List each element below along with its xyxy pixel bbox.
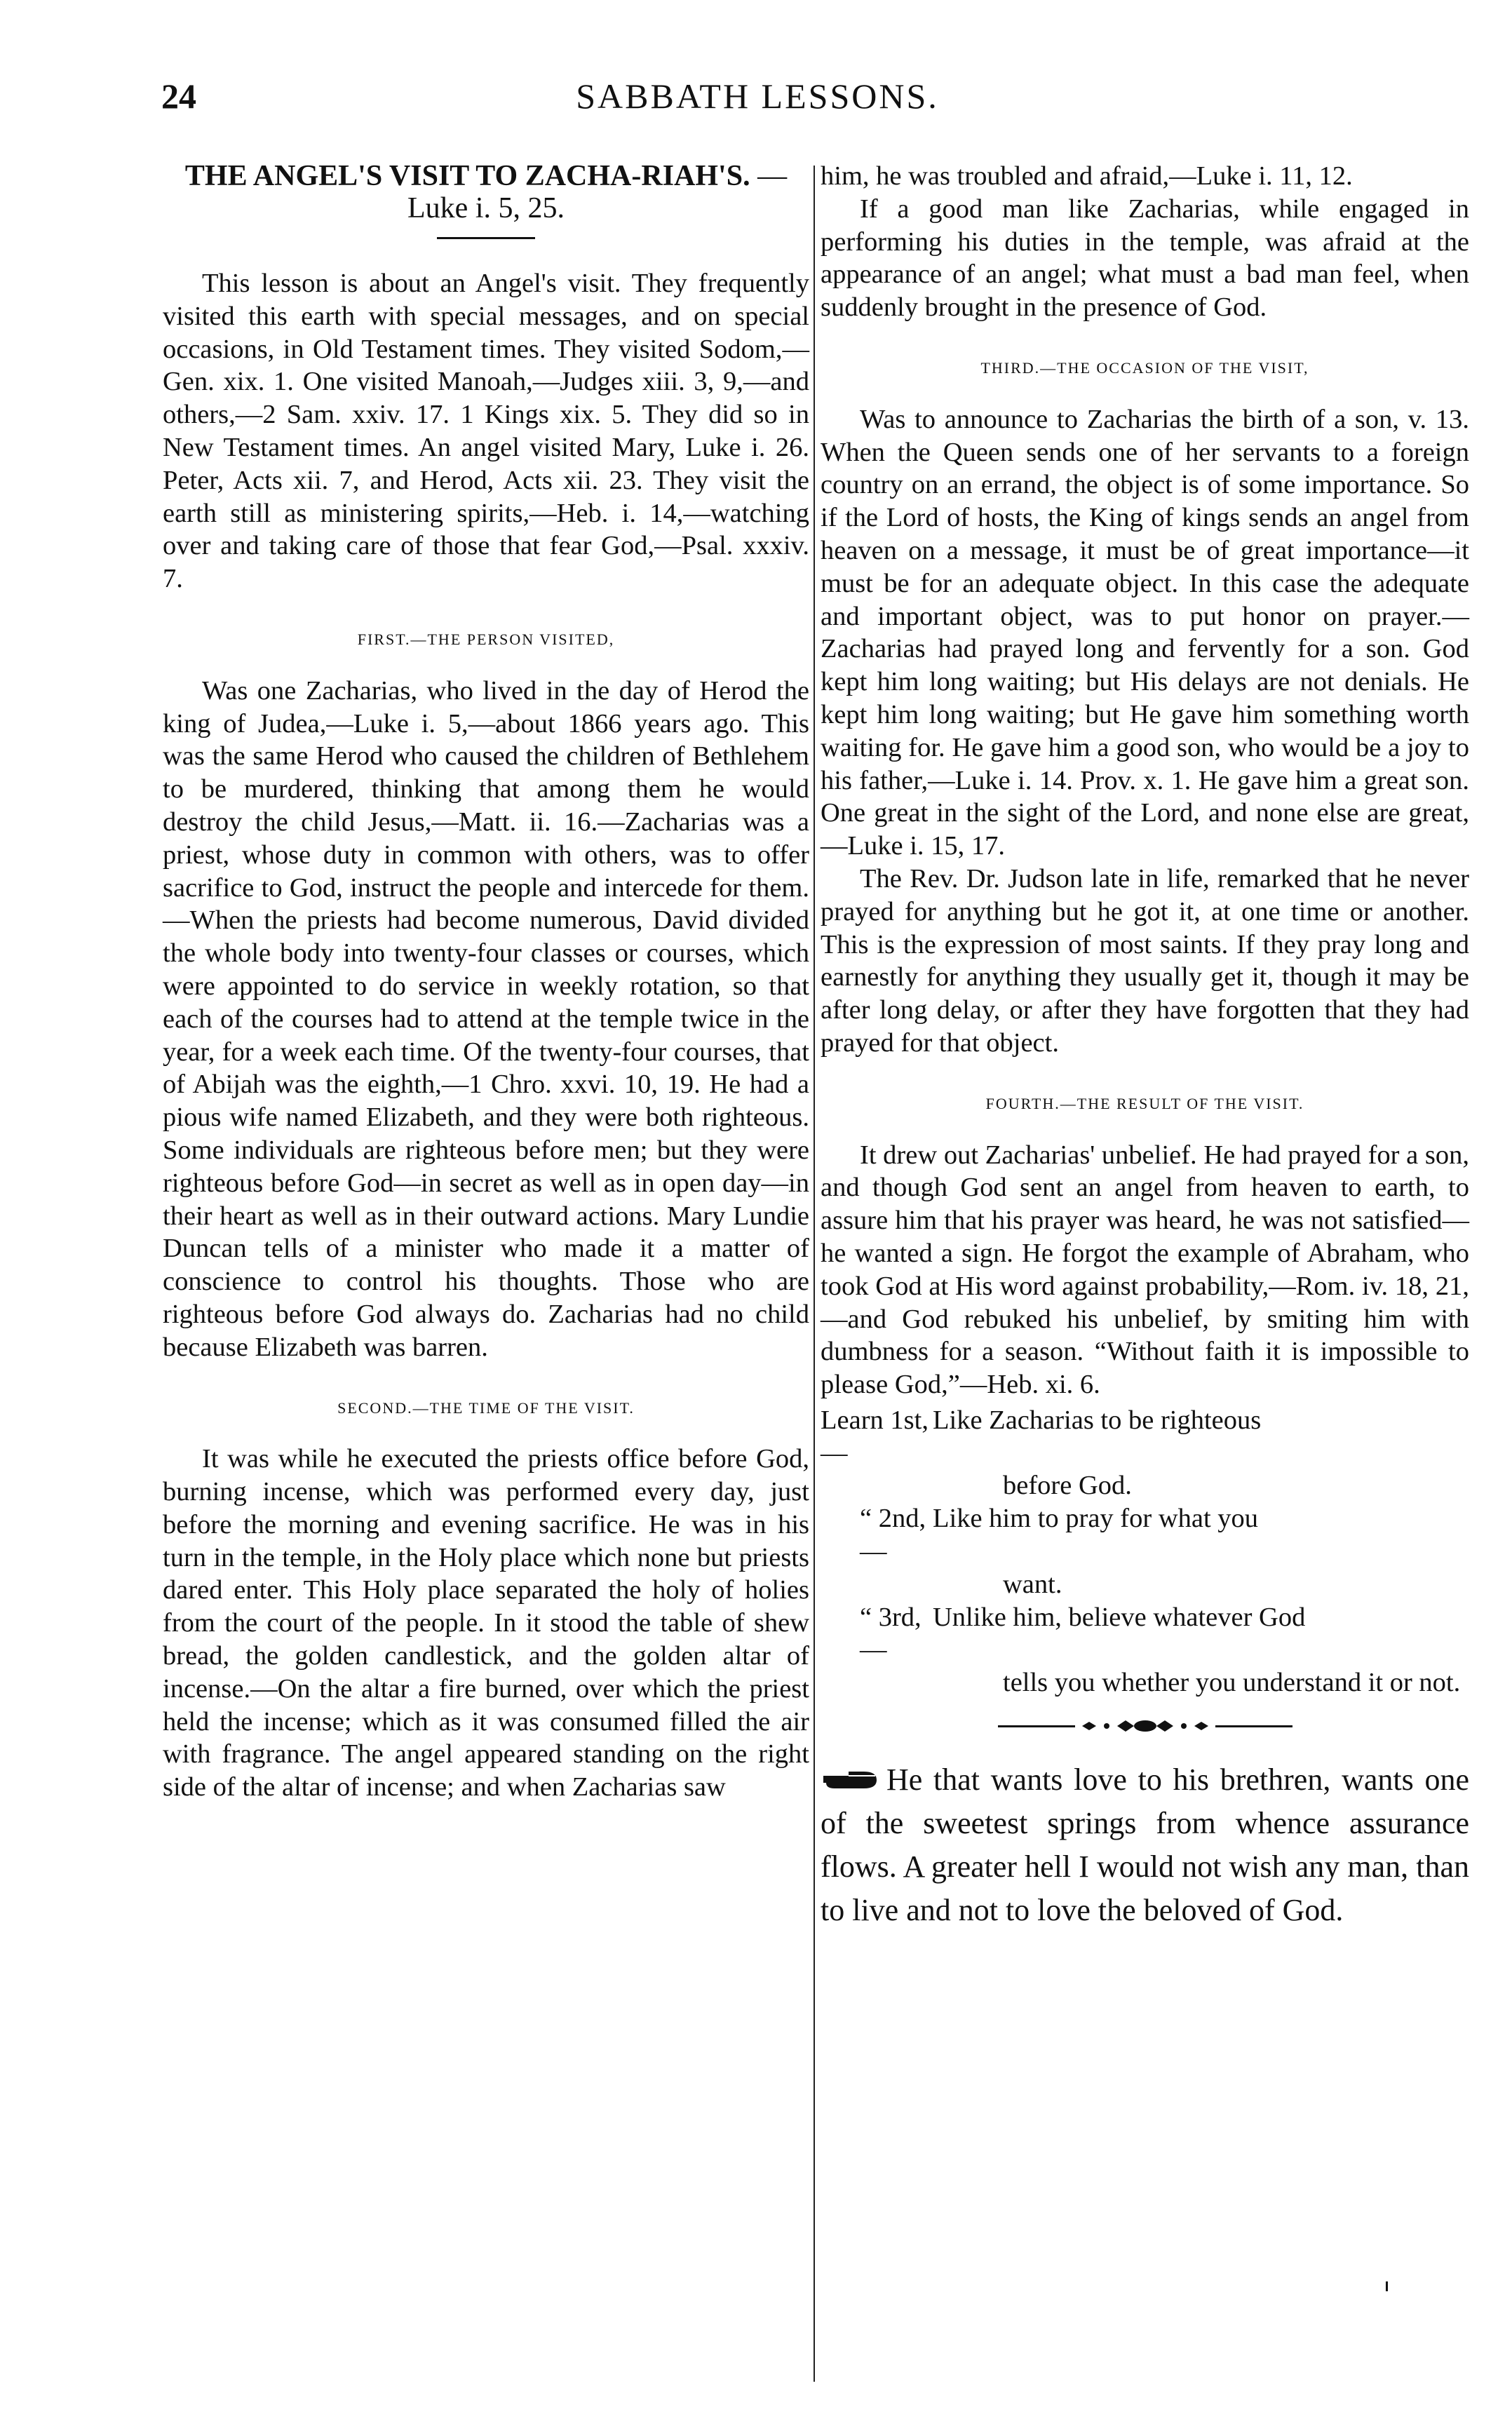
page-number: 24 [161,76,196,116]
learn-continuation: tells you whether you understand it or not. [1003,1668,1461,1698]
section-heading-third: THIRD.—THE OCCASION OF THE VISIT, [980,358,1309,377]
section-heading-fourth: FOURTH.—THE RESULT OF THE VISIT. [985,1094,1304,1112]
section-body-second: It was while he executed the priests office before God, burning incense, which was performed every day, just before the morning and evening sacrifice. He was in his turn in the temple, in the Holy place which none but priests dared enter. This Holy place separated the holy of holies from the court of the people. In it stood the table of shew bread, the golden candlestick, and the golden altar of incense.—On the altar a fire burned, over which the priest held the incense; which as it was consumed filled the air with fragrance. The angel appeared standing on the right side of the altar of incense; and when Zacharias saw [163,1444,809,1802]
learn-list [821,1404,1469,1699]
learn-text: Unlike him, believe whatever God [933,1602,1306,1632]
closing-paragraph [821,1758,1469,1932]
pointing-hand-icon [821,1766,879,1794]
learn-label: “ 2nd,— [860,1504,926,1567]
page-header [161,76,1354,139]
left-column [163,160,809,1804]
section-note-third: The Rev. Dr. Judson late in life, remarked that he never prayed for anything but he got it, at one time or another. This is the expression of most saints. If they pray long and earnestly for anything they usually get it, though it may be after long delay, or after they have forgotten that they had prayed for that object. [821,863,1469,1058]
learn-text: Like Zacharias to be righteous [933,1405,1262,1435]
learn-continuation: want. [1003,1569,1062,1599]
lesson-title [163,160,809,224]
learn-item [821,1404,1469,1502]
ornament-icon [1075,1718,1215,1734]
column-rule [814,166,815,2382]
learn-text: Like him to pray for what you [933,1504,1259,1534]
intro-paragraph: This lesson is about an Angel's visit. They frequently visited this earth with special messages, and on special occasions, in Old Testament times. They visited Sodom,—Gen. xix. 1. One visited Manoah,—Judges xiii. 3, 9,—and others,—2 Sam. xxiv. 17. 1 Kings xix. 5. They did so in New Testament times. An angel visited Mary, Luke i. 26. Peter, Acts xii. 7, and Herod, Acts xii. 23. They visit the earth still as ministering spirits,—Heb. i. 14,—watching over and taking care of those that fear God,—Psal. xxxiv. 7. [163,269,809,594]
learn-item [821,1502,1469,1600]
lesson-title-ref: —Luke i. 5, 25. [407,160,788,224]
section-body-third: Was to announce to Zacharias the birth of a son, v. 13. When the Queen sends one of her servants to a foreign country on an errand, the object is of some importance. So if the Lord of hosts, the King of kings sends an angel from heaven on a message, it must be of great importance—it must be for an adequate object. In this case the adequate and important object, was to put honor on prayer.—Zacharias had prayed long and fervently for a son. God kept him long waiting; but His delays are not denials. He kept him long waiting; but He gave him something worth waiting for. He gave him a good son, who would be a joy to his father,—Luke i. 14. Prov. x. 1. He gave him a great son. One great in the sight of the Lord, and none else are great,—Luke i. 15, 17. [821,404,1469,861]
learn-label: Learn 1st,— [821,1405,929,1468]
section-body-first: Was one Zacharias, who lived in the day of Herod the king of Judea,—Luke i. 5,—about 1866 years ago. This was the same Herod who caused the children of Bethlehem to be murdered, thinking that among them he would destroy the child Jesus,—Matt. ii. 16.—Zacharias was a priest, whose duty in common with others, was to offer sacrifice to God, instruct the people and intercede for them.—When the priests had become numerous, David divided the whole body into twenty-four classes or courses, which were appointed to do service in weekly rotation, so that each of the courses had to attend at the temple twice in the year, for a week each time. Of the twenty-four courses, that of Abijah was the eighth,—1 Chro. xxvi. 10, 19. He had a pious wife named Elizabeth, and they were both righteous. Some individuals are righteous before men; but they were righteous before God—in secret as well as in open day—in their heart as well as in their outward actions. Mary Lundie Duncan tells of a minister who made it a matter of conscience to control his thoughts. Those who are righteous before God always do. Zacharias had no child because Elizabeth was barren. [163,675,809,1362]
section-body-fourth: It drew out Zacharias' unbelief. He had prayed for a son, and though God sent an angel from heaven to earth, to assure him that his prayer was heard, he was not satisfied—he wanted a sign. He forgot the example of Abraham, who took God at His word against probability,—Rom. iv. 18, 21,—and God rebuked his unbelief, by smiting him with dumbness for a season. “Without faith it is impossible to please God,”—Heb. xi. 6. [821,1140,1469,1400]
section-heading-first: FIRST.—THE PERSON VISITED, [357,630,615,648]
learn-continuation: before God. [1003,1471,1132,1501]
closing-text: He that wants love to his brethren, wants one of the sweetest springs from whence assurance flows. A greater hell I would not wish any man, than to live and not to love the beloved of God. [821,1762,1469,1928]
section-body-second-continued: him, he was troubled and afraid,—Luke i. 11, 12. [821,161,1353,191]
lesson-title-main: THE ANGEL'S VISIT TO ZACHA-RIAH'S. [184,160,750,192]
ornament-divider [998,1718,1292,1734]
section-note-second: If a good man like Zacharias, while engaged in performing his duties in the temple, was afraid at the appearance of an angel; what must a bad man feel, when suddenly brought in the presence of God. [821,194,1469,323]
title-rule [437,237,535,239]
running-head: SABBATH LESSONS. [576,76,939,116]
learn-item [821,1601,1469,1699]
learn-label: “ 3rd,— [860,1602,922,1665]
section-heading-second: SECOND.—THE TIME OF THE VISIT. [337,1398,635,1417]
stray-mark [1386,2281,1388,2291]
right-column [821,160,1469,1932]
